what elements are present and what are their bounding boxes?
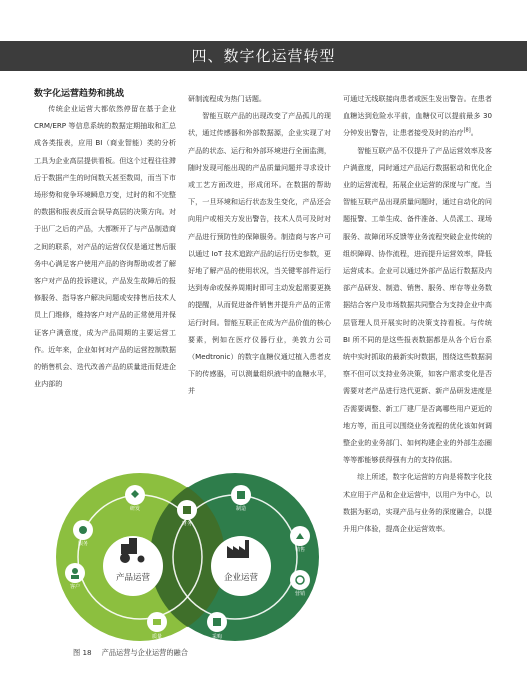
col1-paragraph: 传统企业运营大都依然停留在基于企业 CRM/ERP 等信息系统的数据定期抽取和汇总成各类报表，应用 BI（商业智能）类的分析工具为企业高层提供看板。但这个过程往往滞后于数据产生的时间数天甚至数周，而当下市场形势和竞争环境瞬息万变，过时的和不完整的数据和报表反而会误导高层的决策方向。对于出厂之后的产品，大都断开了与产品制造商之间的联系，对产品的运营仅仅是通过售后服务中心满足客户使用产品的咨询帮助或者了解客户对产品的投诉建议，产品发生故障后的报修服务、指导客户解决问题或安排售后技术人员上门维修，维持客户对产品的正常使用并保证客户满意度，成为产品周期的主要运营工作。近年来，企业如何对产品的运营控制数据的销售机会、迭代改善产品的质量进而促进企业内部的	[34, 104, 176, 389]
venn-diagram	[45, 470, 328, 645]
column-right	[343, 90, 492, 537]
footnote-ref: [8]	[463, 128, 471, 135]
section-heading: 四、数字化运营转型	[0, 41, 527, 71]
svg-text:研发: 研发	[129, 506, 141, 512]
col3-paragraph-1: 可通过无线联接向患者或医生发出警告。在患者血糖达到危险水平前，血糖仪可以提前最多 30 分钟发出警告，让患者接受及时的治疗[8]。	[343, 94, 492, 138]
col2-paragraph-2: 智能互联产品的出现改变了产品孤儿的现状，通过传感器和外部数据源，企业实现了对产品的状态、运行和外部环境进行全面监测，随时发现可能出现的产品质量问题并寻求设计或工艺方面改进，形成闭环。在数据的帮助下，一旦环境和运行状态发生变化，产品还会向用户或相关方发出警告，技术人员可及时对产品进行预防性的保障服务。制造商与客户可以通过 IoT 技术追踪产品的运行历史参数，更好地了解产品的使用状况，当关键零部件运行达到寿命或保养周期时即可主动发起需要更换的提醒，从而促进备件销售并提升产品的正常运行时间。智能互联正在成为产品价值的核心要素，例如在医疗仪器行业，美敦力公司（Medtronic）的数字血糖仪通过植入患者皮下的传感器，可以测量组织液中的血糖水平，并	[188, 111, 331, 396]
svg-text:销售: 销售	[294, 547, 306, 553]
figure-number: 图 18	[73, 648, 92, 657]
svg-text:采购: 采购	[211, 634, 223, 640]
svg-text:财务: 财务	[181, 521, 193, 527]
figure-18	[45, 470, 328, 645]
svg-text:服务: 服务	[77, 541, 89, 547]
product-operation-label: 产品运营	[115, 573, 151, 583]
svg-text:营销: 营销	[294, 591, 306, 597]
column-left	[34, 88, 176, 392]
figure-caption-text: 产品运营与企业运营的融合	[101, 648, 188, 657]
svg-text:客户: 客户	[69, 584, 81, 590]
column-middle	[188, 90, 331, 400]
enterprise-operation-label: 企业运营	[223, 573, 259, 583]
svg-text:制造: 制造	[235, 506, 247, 512]
col2-paragraph-1: 研制流程成为热门话题。	[188, 94, 267, 103]
figure-caption	[73, 648, 333, 658]
subheading: 数字化运营趋势和挑战	[34, 89, 125, 99]
col3-paragraph-3: 综上所述，数字化运营的方向是将数字化技术应用于产品和企业运营中，以用户为中心，以数据为驱动，实现产品与业务的深度融合，以提升用户体验，提高企业运营效率。	[343, 472, 492, 534]
svg-text:质量: 质量	[151, 634, 163, 640]
enterprise-operation-bubble	[211, 536, 271, 596]
col3-paragraph-2: 智能互联产品不仅提升了产品运营效率及客户满意度，同时通过产品运行数据驱动和优化企业的运营流程，拓展企业运营的深度与广度。当智能互联产品出现质量问题时，通过自动化的问题报警、工单生成、备件准备、人员派工、现场服务、故障闭环反馈等业务流程突破企业传统的组织障碍、协作流程，进而提升运营效率，降低运营成本。企业可以通过外部产品运行数据及内部产品研发、制造、销售、服务、库存等业务数据结合客户及市场数据共同整合为支持企业中高层管理人员开展实时的决策支持看板。与传统 BI 所不同的是这些报表数据都是从各个后台系统中实时抓取的最新实时数据，围绕这些数据洞察不但可以支持业务决策，如客户需求变化是否需要对老产品进行迭代更新、新产品研发进度是否需要调整、新工厂建厂是否离哪些用户更近的地方等，而且可以围绕业务流程的优化该如何调整企业的业务部门、如何构建企业的外部生态圈等等都能够获得强有力的支持依据。	[343, 145, 492, 465]
